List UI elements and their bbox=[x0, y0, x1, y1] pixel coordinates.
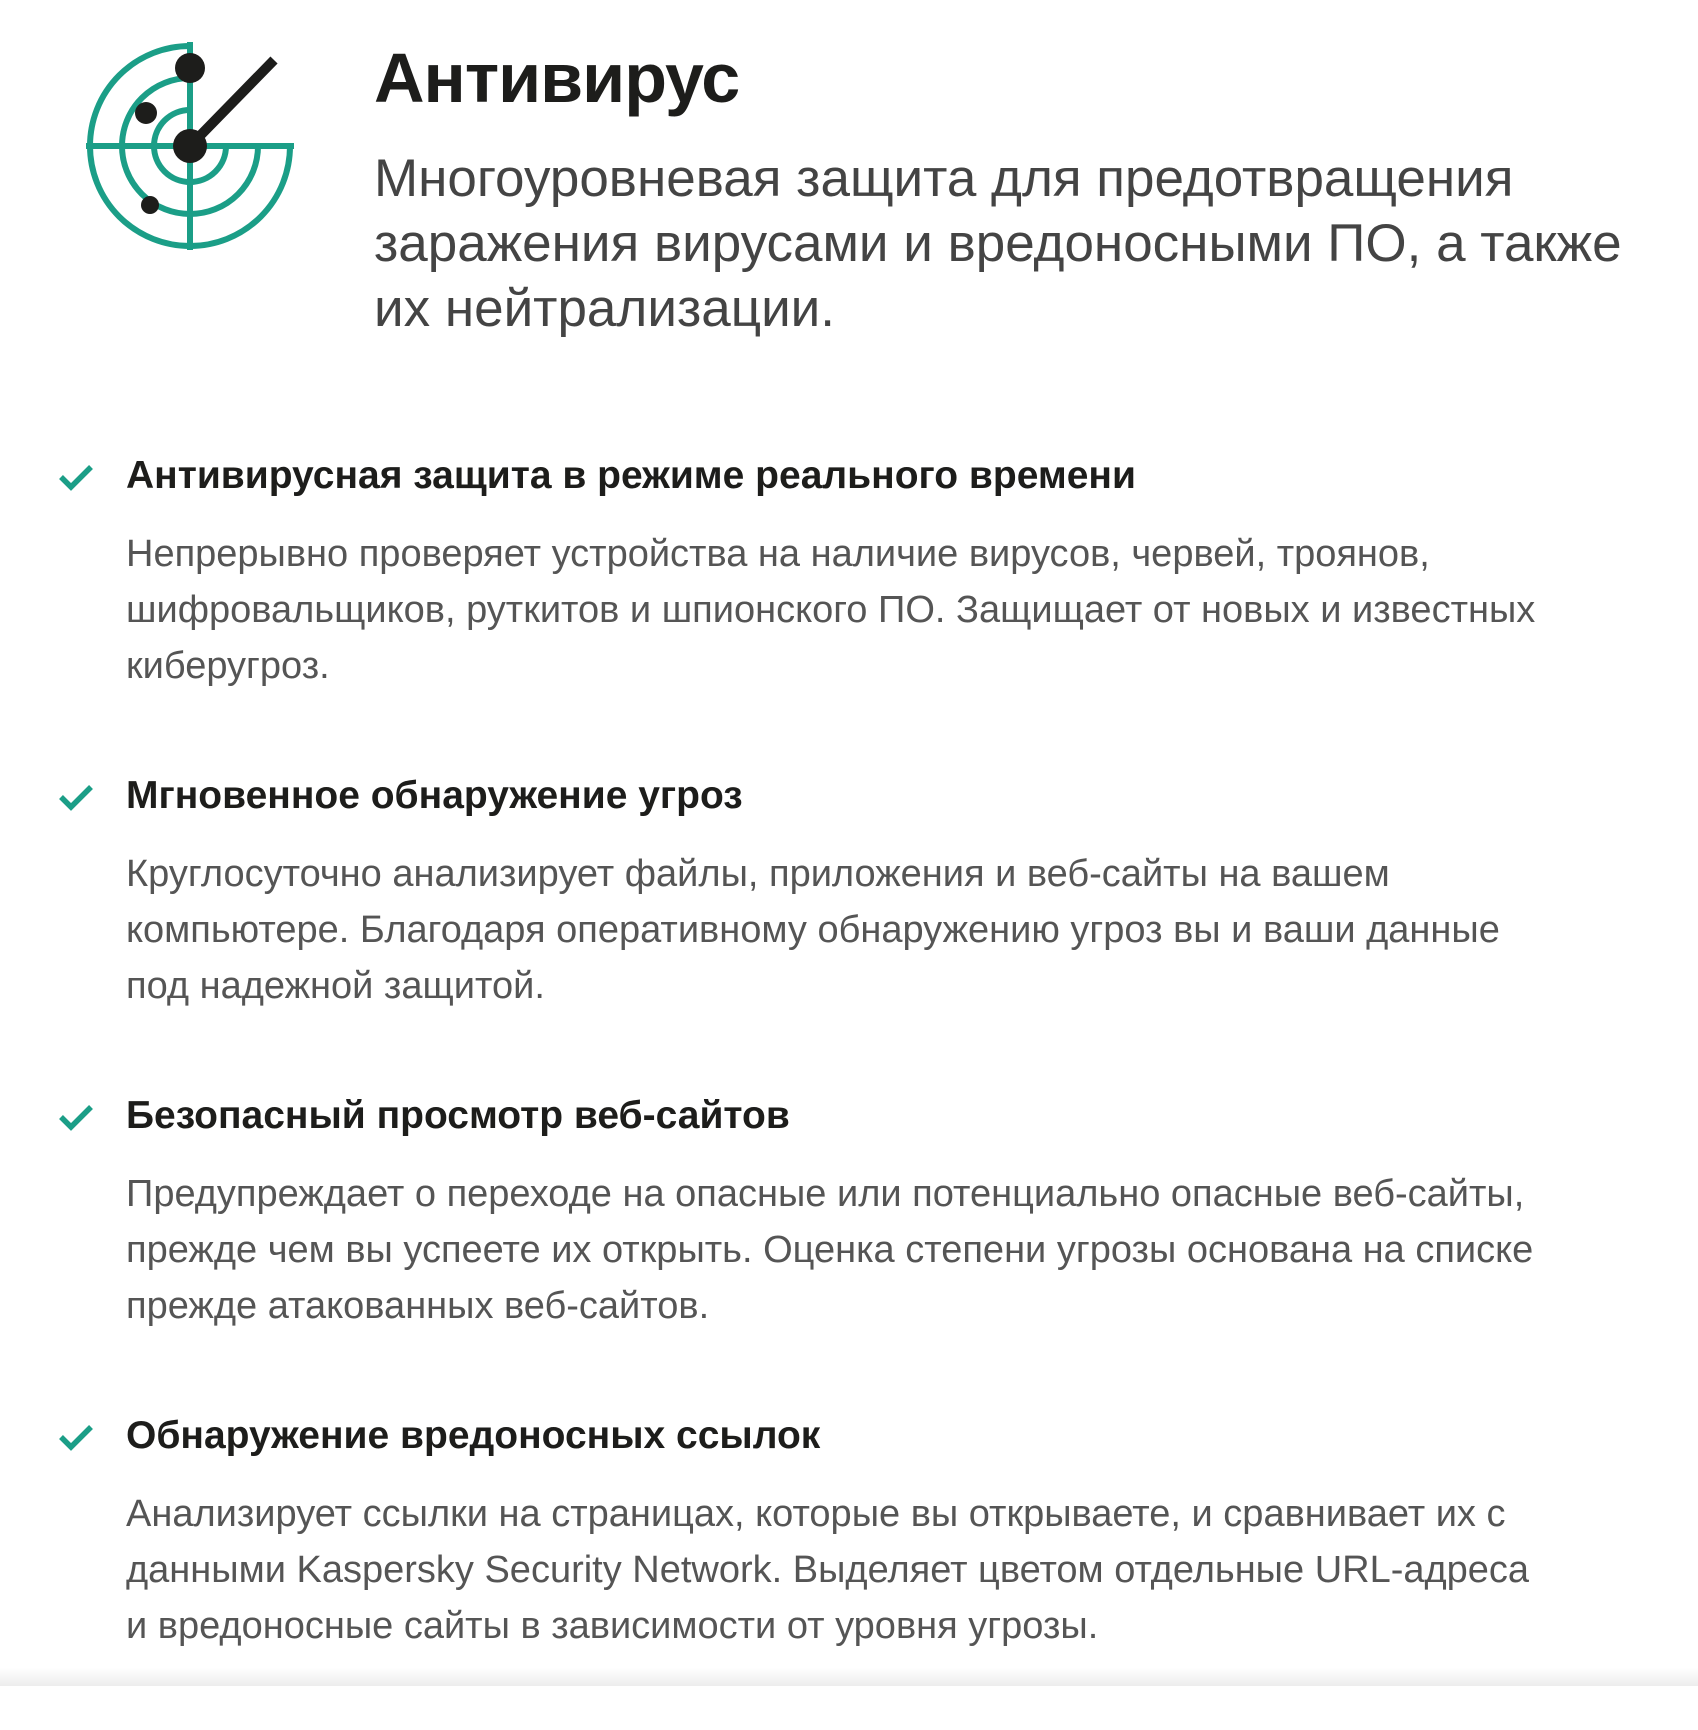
page-title: Антивирус bbox=[374, 39, 740, 117]
feature-title: Антивирусная защита в режиме реального времени bbox=[126, 454, 1136, 497]
bottom-edge-shadow bbox=[0, 1668, 1698, 1686]
feature-description: Предупреждает о переходе на опасные или потенциально опасные веб-сайты, прежде чем вы успеете их открыть. Оценка степени угрозы основана на списке прежде атакованных веб-сайтов. bbox=[126, 1173, 1534, 1327]
feature-item bbox=[0, 1090, 1698, 1410]
feature-description: Анализирует ссылки на страницах, которые вы открываете, и сравнивает их с данными Kaspersky Security Network. Выделяет цветом отдельные URL-адреса и вредоносные сайты в зависимости от уровня угрозы. bbox=[126, 1493, 1530, 1647]
check-icon bbox=[58, 1102, 94, 1132]
feature-title: Безопасный просмотр веб-сайтов bbox=[126, 1094, 790, 1137]
page-subtitle: Многоуровневая защита для предотвращения заражения вирусами и вредоносными ПО, а также их нейтрализации. bbox=[374, 149, 1622, 338]
feature-title: Мгновенное обнаружение угроз bbox=[126, 774, 743, 817]
check-icon bbox=[58, 1422, 94, 1452]
check-icon bbox=[58, 462, 94, 492]
check-icon bbox=[58, 782, 94, 812]
feature-item bbox=[0, 770, 1698, 1090]
feature-description: Круглосуточно анализирует файлы, приложения и веб-сайты на вашем компьютере. Благодаря оперативному обнаружению угроз вы и ваши данные под надежной защитой. bbox=[126, 853, 1500, 1007]
feature-description: Непрерывно проверяет устройства на наличие вирусов, червей, троянов, шифровальщиков, руткитов и шпионского ПО. Защищает от новых и известных киберугроз. bbox=[126, 533, 1536, 687]
feature-item bbox=[0, 450, 1698, 770]
feature-list bbox=[0, 450, 1698, 1730]
feature-title: Обнаружение вредоносных ссылок bbox=[126, 1414, 821, 1457]
radar-icon bbox=[84, 40, 296, 252]
